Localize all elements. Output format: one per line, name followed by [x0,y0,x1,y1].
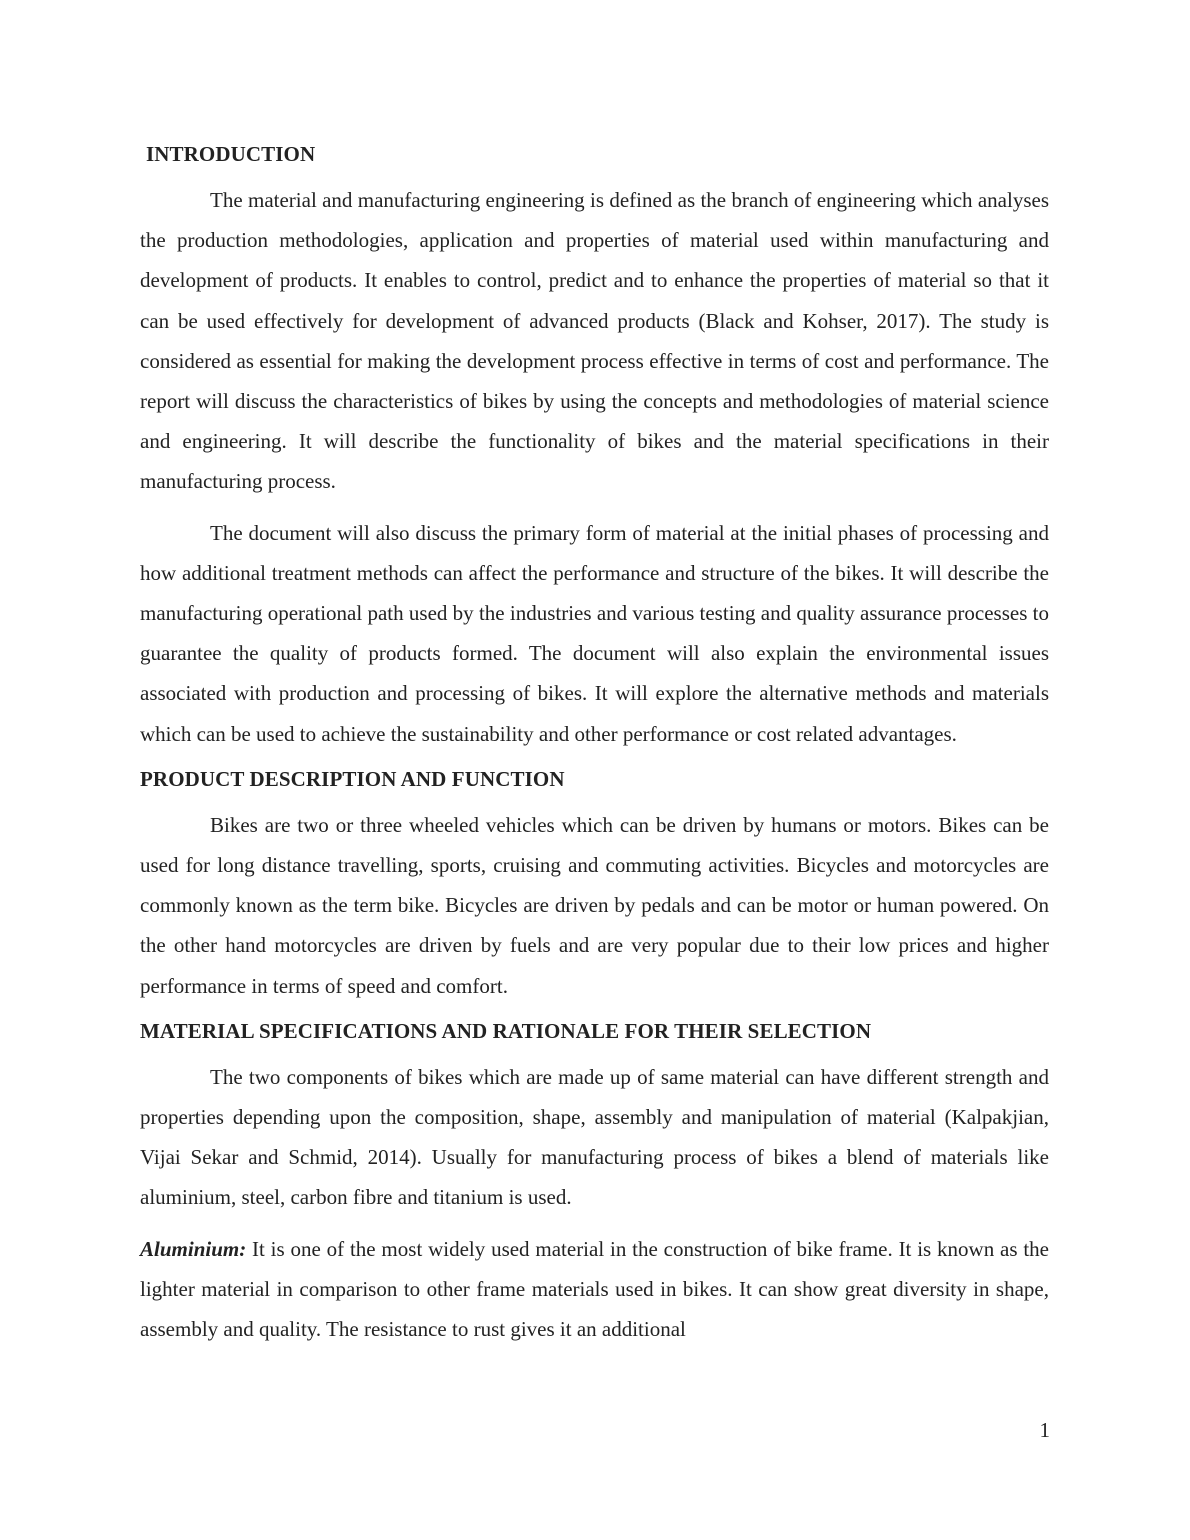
aluminium-paragraph [140,1229,1049,1350]
introduction-paragraph-2: The document will also discuss the primary form of material at the initial phases of processing and how additional treatment methods can affect the performance and structure of the bikes. It will describe the manufacturing operational path used by the industries and various testing and quality assurance processes to guarantee the quality of products formed. The document will also explain the environmental issues associated with production and processing of bikes. It will explore the alternative methods and materials which can be used to achieve the sustainability and other performance or cost related advantages. [140,520,1049,746]
material-specifications-heading: MATERIAL SPECIFICATIONS AND RATIONALE FOR THEIR SELECTION [140,1018,872,1043]
document-page [140,140,1049,1349]
material-specifications-paragraph: The two components of bikes which are made up of same material can have different strength and properties depending upon the composition, shape, assembly and manipulation of material (Kalpakjian, Vijai Sekar and Schmid, 2014). Usually for manufacturing process of bikes a blend of materials like aluminium, steel, carbon fibre and titanium is used. [140,1064,1049,1210]
page-number: 1 [1039,1418,1050,1442]
introduction-paragraph-1: The material and manufacturing engineering is defined as the branch of engineering which analyses the production methodologies, application and properties of material used within manufacturing and development of products. It enables to control, predict and to enhance the properties of material so that it can be used effectively for development of advanced products (Black and Kohser, 2017). The study is considered as essential for making the development process effective in terms of cost and performance. The report will discuss the characteristics of bikes by using the concepts and methodologies of material science and engineering. It will describe the functionality of bikes and the material specifications in their manufacturing process. [140,188,1049,494]
aluminium-text: It is one of the most widely used material in the construction of bike frame. It is known as the lighter material in comparison to other frame materials used in bikes. It can show great diversity in shape, assembly and quality. The resistance to rust gives it an additional [140,1236,1049,1342]
introduction-heading: INTRODUCTION [146,142,316,166]
product-description-heading: PRODUCT DESCRIPTION AND FUNCTION [140,766,565,791]
product-description-paragraph: Bikes are two or three wheeled vehicles which can be driven by humans or motors. Bikes can be used for long distance travelling, sports, cruising and commuting activities. Bicycles and motorcycles are commonly known as the term bike. Bicycles are driven by pedals and can be motor or human powered. On the other hand motorcycles are driven by fuels and are very popular due to their low prices and higher performance in terms of speed and comfort. [140,812,1049,998]
aluminium-term: Aluminium: [140,1236,247,1261]
